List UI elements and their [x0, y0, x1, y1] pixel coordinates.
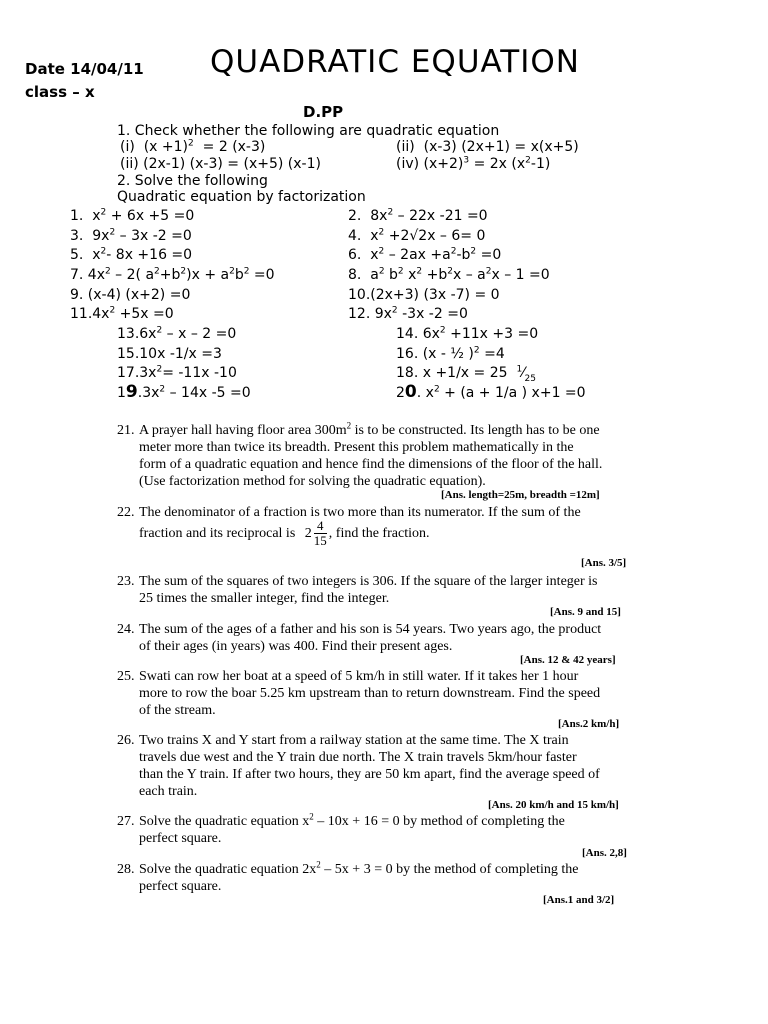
problem-23-line-2: 25 times the smaller integer, find the integer. [139, 591, 390, 606]
problem-21-number: 21. [117, 423, 135, 438]
section1-item-4: (iv) $(x+2)^3 = 2x$ $(x^2-1)$ [396, 155, 551, 172]
problem-27-line-1: Solve the quadratic equation $x^2 - 10x + 16 = 0$ by method of completing the [139, 811, 565, 829]
problem-23-number: 23. [117, 574, 135, 589]
problem-25-line-2: more to row the boar 5.25 km upstream than to return downstream. Find the speed [139, 686, 601, 701]
equation-9: 9. (x-4) (x+2) =0 [70, 287, 191, 303]
fraction-whole: 2 [304, 526, 312, 541]
section2-subheading: Quadratic equation by factorization [117, 189, 366, 205]
equation-18: 18. x +1/x = 25 $^1⁄_{25}$ [396, 364, 536, 384]
problem-21-line-4: (Use factorization method for solving the quadratic equation). [139, 474, 486, 489]
problem-23-line-1: The sum of the squares of two integers is 306. If the square of the larger integer is [139, 574, 598, 589]
section1-item-3: (ii) (2x-1) (x-3) = (x+5) (x-1) [120, 156, 321, 172]
problem-21-answer: [Ans. length=25m, breadth =12m] [441, 489, 600, 501]
section1-heading: 1. Check whether the following are quadratic equation [117, 123, 500, 139]
class-label: class – x [25, 83, 95, 101]
problem-26-answer: [Ans. 20 km/h and 15 km/h] [488, 799, 619, 811]
section1-item-2: (ii) (x-3) (2x+1) = x(x+5) [396, 139, 579, 155]
equation-4: 4. $x^2 +2√2x - 6= 0$ [348, 227, 486, 244]
problem-22-line-2-post: , find the fraction. [328, 526, 430, 541]
equation-2: 2. $8x^2 - 22x$ -21 =0 [348, 207, 488, 224]
problem-27-answer: [Ans. 2,8] [582, 847, 627, 859]
mixed-fraction [314, 519, 327, 548]
problem-25-number: 25. [117, 669, 135, 684]
problem-24-answer: [Ans. 12 & 42 years] [520, 654, 616, 666]
equation-17: $17.3x^2= -11x$ -10 [117, 364, 237, 381]
page-subtitle: D.PP [303, 103, 344, 121]
problem-26-number: 26. [117, 733, 135, 748]
equation-19: $19.3x^2 - 14x$ -5 =0 [117, 382, 251, 402]
equation-12: 12. $9x^2$ -3x -2 =0 [348, 305, 468, 322]
equation-11: $11.4x^2 +5x =0$ [70, 305, 174, 322]
problem-21-line-3: form of a quadratic equation and hence find the dimensions of the floor of the hall. [139, 457, 603, 472]
equation-20: 20. $x^2 + (a + 1/a$ ) x+1 =0 [396, 382, 586, 402]
problem-27-number: 27. [117, 814, 135, 829]
problem-26-line-1: Two trains X and Y start from a railway station at the same time. The X train [139, 733, 569, 748]
problem-21-line-2: meter more than twice its breadth. Present this problem mathematically in the [139, 440, 574, 455]
equation-3: 3. $9x^2 - 3x$ -2 =0 [70, 227, 192, 244]
problem-28-answer: [Ans.1 and 3/2] [543, 894, 615, 906]
problem-26-line-3: than the Y train. If after two hours, they are 50 km apart, find the average speed of [139, 767, 600, 782]
fraction-denominator: 15 [313, 533, 327, 548]
problem-22-line-1: The denominator of a fraction is two more than its numerator. If the sum of the [139, 505, 581, 520]
problem-21-line-1: A prayer hall having floor area $300m^2$ is to be constructed. Its length has to be one [139, 420, 600, 438]
equation-1: 1. $x^2 + 6x +5 =0$ [70, 207, 195, 224]
date-label: Date 14/04/11 [25, 60, 144, 78]
problem-22-answer: [Ans. 3/5] [581, 557, 627, 569]
equation-16: 16. (x - ½ )$^2$ =4 [396, 345, 505, 362]
problem-24-number: 24. [117, 622, 135, 637]
problem-22-number: 22. [117, 505, 135, 520]
problem-28-line-2: perfect square. [139, 879, 222, 894]
fraction-numerator: 4 [314, 519, 327, 534]
problem-27-line-2: perfect square. [139, 831, 222, 846]
problem-26-line-4: each train. [139, 784, 198, 799]
problem-25-answer: [Ans.2 km/h] [558, 718, 620, 730]
equation-15: 15.10x -1/x =3 [117, 346, 222, 362]
equation-5: 5. $x^2-$ 8x +16 =0 [70, 246, 193, 263]
equation-13: $13.6x^2 - x - 2 =0$ [117, 325, 237, 342]
problem-28-number: 28. [117, 862, 135, 877]
problem-23-answer: [Ans. 9 and 15] [550, 606, 621, 618]
problem-25-line-3: of the stream. [139, 703, 216, 718]
equation-14: 14. $6x^2 +11x +3 =0$ [396, 325, 539, 342]
problem-24-line-1: The sum of the ages of a father and his son is 54 years. Two years ago, the product [139, 622, 602, 637]
equation-10: 10.(2x+3) (3x -7) = 0 [348, 287, 500, 303]
problem-25-line-1: Swati can row her boat at a speed of 5 km/h in still water. If it takes her 1 hour [139, 669, 579, 684]
equation-8: 8. $a^2$ $b^2$ $x^2 +b^2x - a^2x - 1 =0$ [348, 266, 550, 283]
problem-22-line-2 [139, 519, 429, 548]
problem-22-line-2-pre: fraction and its reciprocal is [139, 526, 296, 541]
section1-item-1: (i) $(x +1)^2 = 2$ (x-3) [120, 138, 266, 155]
page-title: QUADRATIC EQUATION [210, 44, 580, 80]
equation-7: 7. $4x^2 - 2$( $a^2+b^2)x + a^2b^2 =0$ [70, 266, 275, 283]
problem-28-line-1: Solve the quadratic equation $2x^2 - 5x + 3 = 0$ by the method of completing the [139, 859, 579, 877]
equation-6: 6. $x^2 - 2ax +a^2-b^2 =0$ [348, 246, 502, 263]
problem-24-line-2: of their ages (in years) was 400. Find their present ages. [139, 639, 453, 654]
problem-26-line-2: travels due west and the Y train due north. The X train travels 5km/hour faster [139, 750, 577, 765]
section2-heading: 2. Solve the following [117, 173, 268, 189]
